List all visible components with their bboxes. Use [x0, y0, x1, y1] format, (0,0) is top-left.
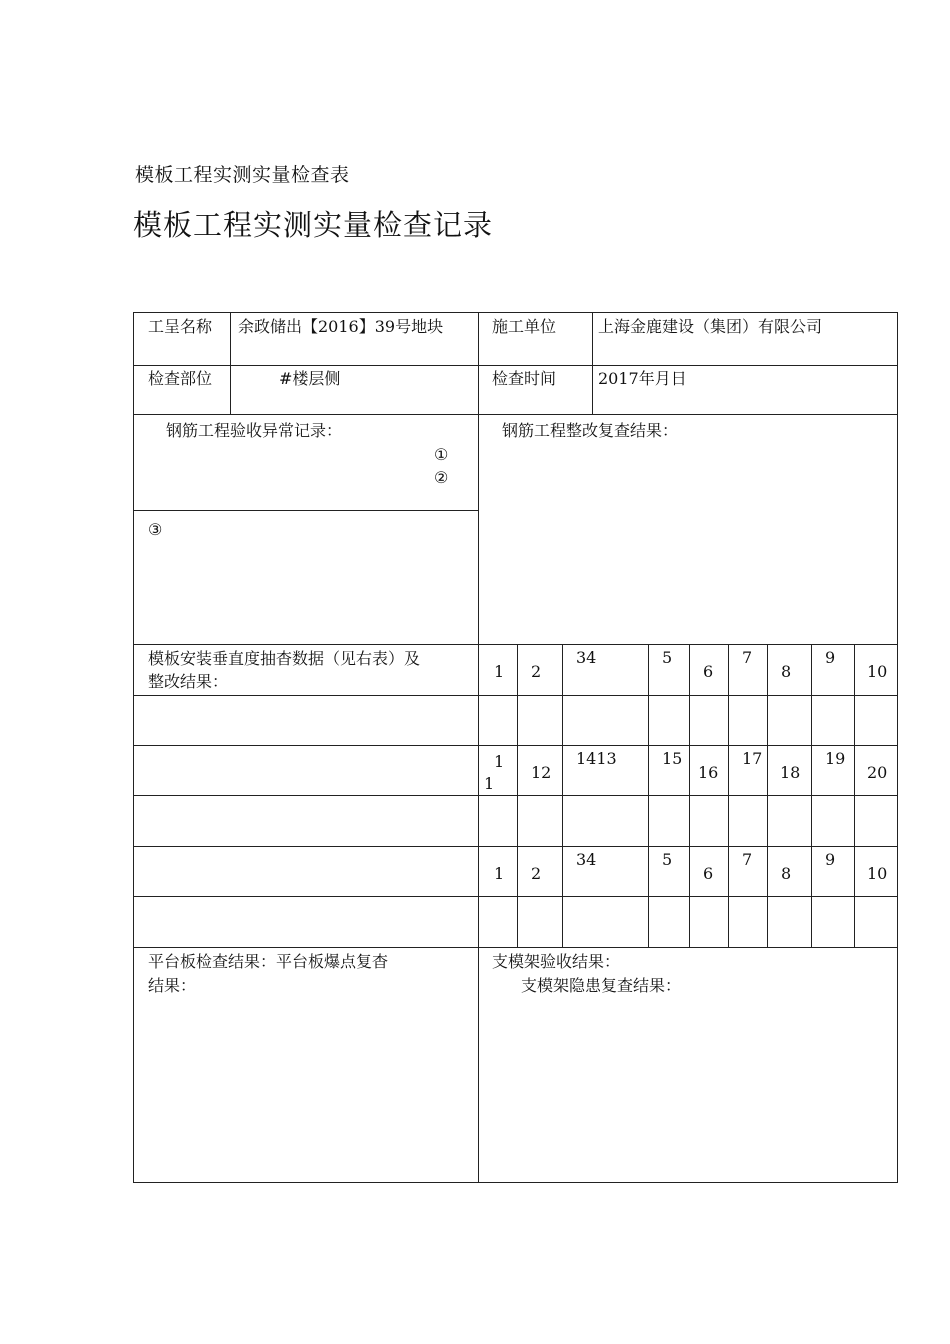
table-rule	[133, 896, 898, 897]
row3-cell: 8	[781, 864, 792, 883]
project-name-value: 余政储出【2016】39号地块	[238, 317, 444, 336]
row3-cell: 10	[867, 864, 888, 883]
row2-cell: 20	[867, 763, 888, 782]
row1-cell: 9	[825, 648, 836, 667]
mark-3: ③	[148, 520, 163, 539]
table-rule	[133, 510, 479, 511]
mark-1: ①	[434, 445, 449, 464]
rebar-abnormal-label: 钢筋工程验收异常记录：	[166, 421, 343, 440]
table-rule	[133, 947, 898, 948]
table-rule	[592, 312, 593, 415]
location-value: #楼层侧	[279, 369, 341, 388]
row2-cell: 1413	[576, 749, 617, 768]
row1-cell: 5	[662, 648, 673, 667]
table-rule	[133, 695, 898, 696]
table-border-top	[133, 312, 898, 313]
table-rule	[133, 745, 898, 746]
row1-cell: 7	[742, 648, 753, 667]
rebar-recheck-label: 钢筋工程整改复查结果：	[502, 421, 679, 440]
row2-cell: 1	[494, 752, 505, 771]
project-name-label: 工呈名称	[148, 317, 213, 336]
row1-cell: 2	[531, 662, 542, 681]
table-rule	[230, 312, 231, 415]
row2-cell: 17	[742, 749, 763, 768]
location-label: 检查部位	[148, 369, 213, 388]
row3-cell: 9	[825, 850, 836, 869]
document-title: 模板工程实测实量检查记录	[133, 208, 494, 242]
row3-cell: 1	[494, 864, 505, 883]
table-border-bottom	[133, 1182, 898, 1183]
platform-check-label-line2: 结果：	[148, 976, 197, 995]
row2-cell: 18	[780, 763, 801, 782]
contractor-label: 施工单位	[492, 317, 557, 336]
row1-cell: 1	[494, 662, 505, 681]
vertical-check-label: 模板安装垂直度抽杳数据（见右表）及	[148, 649, 421, 668]
row1-cell: 10	[867, 662, 888, 681]
row2-cell: 12	[531, 763, 552, 782]
row2-cell: 16	[698, 763, 719, 782]
row2-cell: 19	[825, 749, 846, 768]
platform-check-label: 平台板检查结果：平台板爆点复杳	[148, 952, 389, 971]
table-rule	[728, 644, 729, 947]
row3-cell: 7	[742, 850, 753, 869]
row3-cell: 2	[531, 864, 542, 883]
support-recheck-label: 支模架隐患复查结果：	[521, 976, 682, 995]
row3-cell: 6	[703, 864, 714, 883]
table-rule	[133, 365, 898, 366]
inspection-date-label: 检查时间	[492, 369, 557, 388]
table-rule	[562, 644, 563, 947]
row1-cell: 6	[703, 662, 714, 681]
row1-cell: 34	[576, 648, 597, 667]
row1-cell: 8	[781, 662, 792, 681]
table-rule	[133, 644, 898, 645]
table-rule	[689, 644, 690, 947]
document-heading: 模板工程实测实量检查表	[135, 164, 350, 186]
table-rule	[854, 644, 855, 947]
row3-cell: 5	[662, 850, 673, 869]
table-rule	[648, 644, 649, 947]
support-check-label: 支模架验收结果：	[492, 952, 621, 971]
row3-cell: 34	[576, 850, 597, 869]
table-rule	[811, 644, 812, 947]
row2-cell: 15	[662, 749, 683, 768]
table-border-left	[133, 312, 134, 1183]
table-rule	[133, 414, 898, 415]
row2-cell: 1	[484, 774, 495, 793]
table-border-right	[897, 312, 898, 1183]
table-rule	[478, 312, 479, 1183]
table-rule	[133, 795, 898, 796]
table-rule	[133, 846, 898, 847]
table-rule	[517, 644, 518, 947]
inspection-date-value: 2017年月日	[598, 369, 687, 388]
contractor-value: 上海金鹿建设（集团）有限公司	[598, 317, 823, 336]
table-rule	[767, 644, 768, 947]
vertical-check-label-line2: 整改结果：	[148, 672, 229, 691]
mark-2: ②	[434, 468, 449, 487]
